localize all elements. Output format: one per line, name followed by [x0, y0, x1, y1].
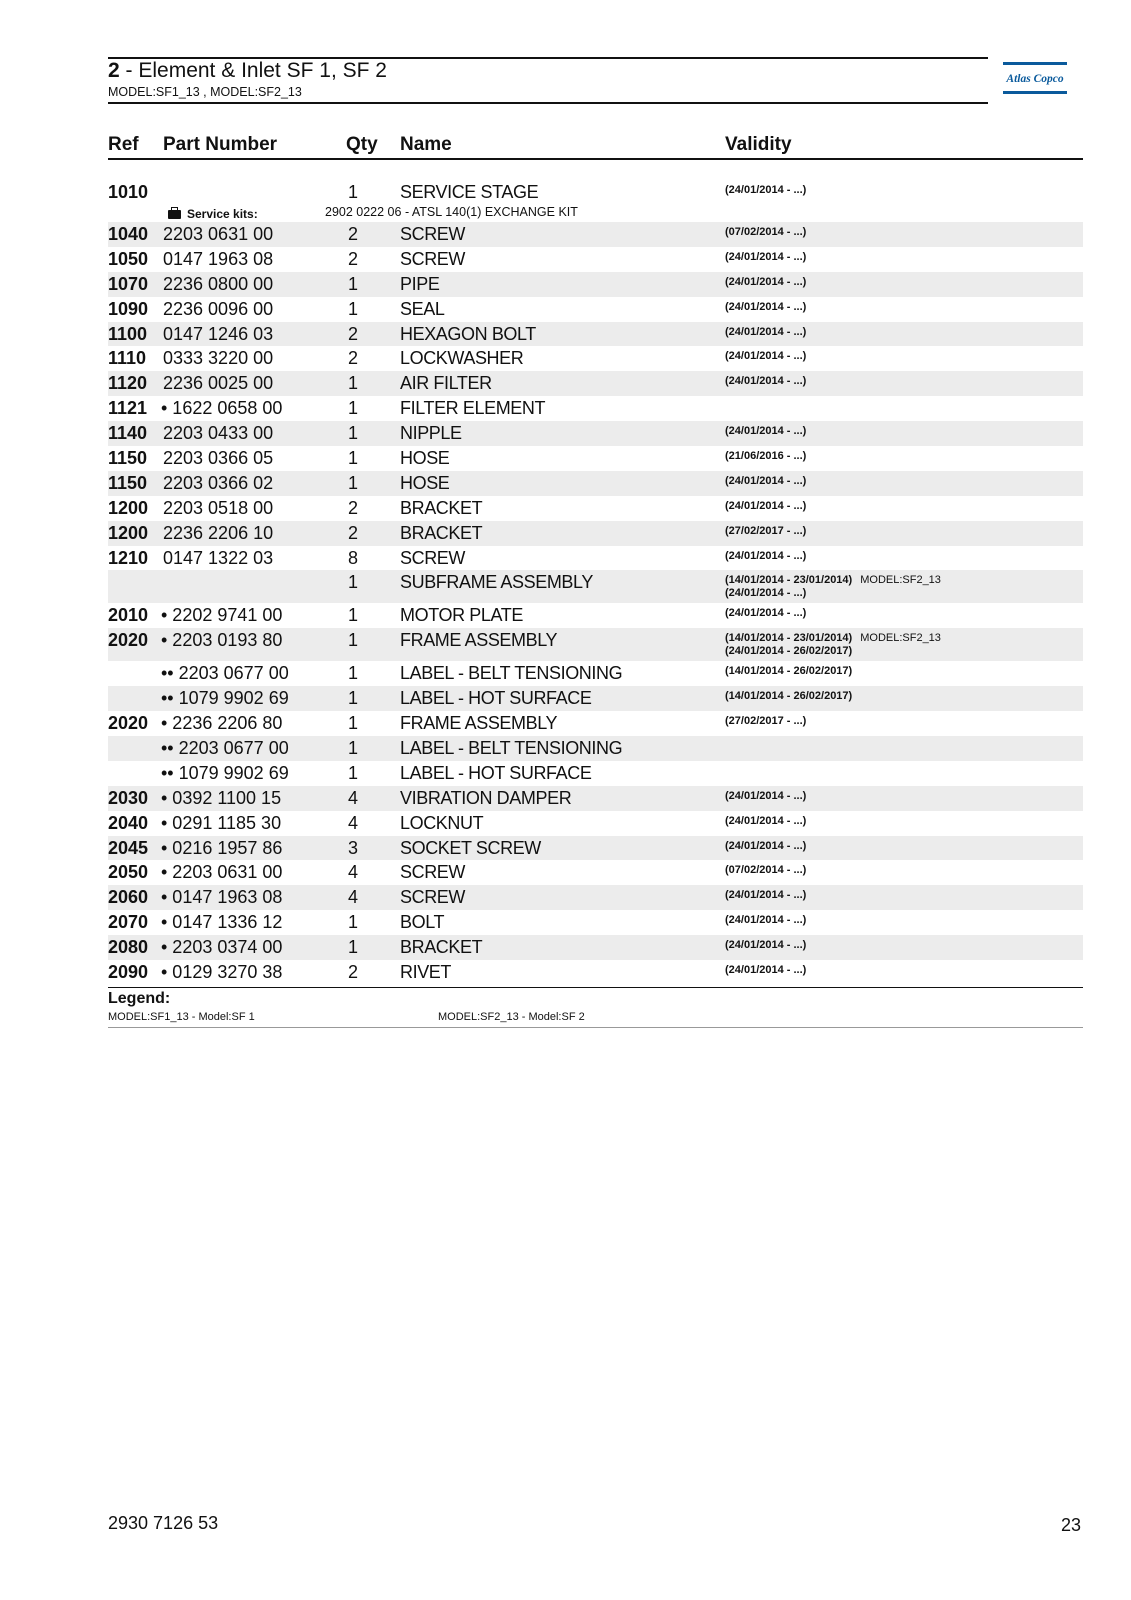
part-number-cell: • 0147 1336 12 — [161, 912, 283, 933]
name-cell: RIVET — [400, 962, 452, 983]
part-number-cell: 2236 2206 10 — [163, 522, 274, 543]
ref-cell: 1120 — [108, 373, 148, 394]
qty-cell: 1 — [348, 273, 359, 294]
part-number-cell: • 2203 0374 00 — [161, 937, 283, 958]
table-row — [108, 711, 1083, 736]
part-number-cell: • 2202 9741 00 — [161, 605, 283, 626]
table-row — [108, 222, 1083, 247]
validity-cell: (14/01/2014 - 26/02/2017) — [725, 690, 853, 703]
ref-cell: 1110 — [108, 348, 147, 369]
service-kit-label: Service kits: — [168, 207, 258, 221]
model-list: MODEL:SF1_13 , MODEL:SF2_13 — [108, 85, 302, 99]
qty-cell: 2 — [348, 224, 359, 244]
ref-cell: 1070 — [108, 273, 149, 294]
name-cell: BOLT — [400, 912, 445, 933]
validity-cell: (24/01/2014 - ...) — [725, 964, 807, 977]
qty-cell: 1 — [348, 298, 359, 319]
qty-cell: 4 — [348, 862, 359, 883]
name-cell: SEAL — [400, 298, 445, 319]
table-row — [108, 686, 1083, 711]
validity-cell: (24/01/2014 - ...) — [725, 300, 807, 313]
ref-cell: 2090 — [108, 962, 149, 983]
validity-cell: (24/01/2014 - ...) — [725, 474, 807, 487]
part-number-cell: • 2203 0193 80 — [161, 630, 283, 651]
table-row — [108, 910, 1083, 935]
table-row — [108, 346, 1083, 371]
table-row — [108, 371, 1083, 396]
qty-cell: 1 — [348, 762, 359, 783]
qty-cell: 2 — [348, 497, 359, 518]
ref-cell: 1010 — [108, 182, 149, 202]
toolbox-icon — [168, 210, 181, 219]
name-cell: PIPE — [400, 273, 440, 294]
table-row — [108, 396, 1083, 421]
legend-rule — [108, 987, 1083, 988]
validity-cell: (07/02/2014 - ...) — [725, 864, 807, 877]
name-cell: BRACKET — [400, 497, 483, 518]
name-cell: SERVICE STAGE — [400, 182, 539, 202]
validity-cell: (24/01/2014 - ...) — [725, 789, 807, 802]
ref-cell: 1210 — [108, 547, 149, 568]
legend-title: Legend: — [108, 990, 171, 1007]
part-number-cell: •• 2203 0677 00 — [161, 663, 289, 684]
ref-cell: 2050 — [108, 862, 149, 883]
table-row — [108, 471, 1083, 496]
logo-text: Atlas Copco — [1006, 73, 1064, 85]
table-row — [108, 811, 1083, 836]
qty-cell: 1 — [348, 398, 359, 419]
table-row — [108, 496, 1083, 521]
qty-cell: 1 — [348, 738, 359, 759]
page-number: 23 — [1060, 1515, 1081, 1535]
name-cell: VIBRATION DAMPER — [400, 787, 572, 808]
ref-cell: 1040 — [108, 224, 149, 244]
model-restriction: MODEL:SF2_13 — [860, 574, 941, 587]
part-number-cell: • 2236 2206 80 — [161, 713, 283, 734]
table-row — [108, 786, 1083, 811]
table-row — [108, 570, 1083, 603]
legend-sf2: MODEL:SF2_13 - Model:SF 2 — [438, 1011, 585, 1023]
name-cell: SUBFRAME ASSEMBLY — [400, 572, 593, 593]
ref-cell: 1050 — [108, 248, 149, 269]
name-cell: NIPPLE — [400, 423, 462, 444]
qty-cell: 1 — [348, 448, 359, 469]
ref-cell: 2040 — [108, 812, 149, 833]
name-cell: SCREW — [400, 862, 465, 883]
part-number-cell: 2236 0096 00 — [163, 298, 274, 319]
name-cell: LABEL - HOT SURFACE — [400, 762, 592, 783]
qty-cell: 4 — [348, 887, 359, 908]
qty-cell: 2 — [348, 248, 359, 269]
qty-cell: 8 — [348, 547, 359, 568]
part-number-cell: 2203 0366 02 — [163, 472, 274, 493]
atlas-copco-logo — [1003, 62, 1067, 95]
validity-cell: (24/01/2014 - ...) — [725, 889, 807, 902]
legend-rule-bottom — [108, 1027, 1083, 1028]
validity-cell: (27/02/2017 - ...) — [725, 524, 807, 537]
qty-cell: 1 — [348, 688, 359, 709]
name-cell: SCREW — [400, 248, 465, 269]
part-number-cell: 0147 1322 03 — [163, 547, 274, 568]
name-cell: SCREW — [400, 224, 465, 244]
qty-cell: 1 — [348, 182, 359, 202]
part-number-cell: • 0392 1100 15 — [161, 787, 282, 808]
col-ref-header: Ref — [108, 134, 139, 155]
part-number-cell: • 1622 0658 00 — [161, 398, 283, 419]
validity-cell: (24/01/2014 - ...) — [725, 607, 807, 620]
qty-cell: 2 — [348, 323, 359, 344]
qty-cell: 3 — [348, 837, 359, 858]
validity-cell: (24/01/2014 - ...) — [725, 184, 807, 196]
name-cell: LOCKWASHER — [400, 348, 524, 369]
table-row — [108, 761, 1083, 786]
table-row — [108, 960, 1083, 985]
name-cell: FRAME ASSEMBLY — [400, 713, 558, 734]
parts-table — [108, 180, 1083, 985]
col-part-number-header: Part Number — [163, 134, 278, 155]
part-number-cell: 2203 0631 00 — [163, 224, 274, 244]
validity-cell: (24/01/2014 - ...) — [725, 375, 807, 388]
part-number-cell: 2203 0366 05 — [163, 448, 274, 469]
table-row — [108, 322, 1083, 347]
part-number-cell: •• 1079 9902 69 — [161, 762, 289, 783]
table-row — [108, 247, 1083, 272]
qty-cell: 2 — [348, 348, 359, 369]
qty-cell: 1 — [348, 630, 359, 651]
validity-cell: (24/01/2014 - ...) — [725, 275, 807, 288]
ref-cell: 2020 — [108, 630, 149, 651]
qty-cell: 4 — [348, 812, 359, 833]
name-cell: LABEL - BELT TENSIONING — [400, 738, 623, 759]
ref-cell: 1150 — [108, 472, 148, 493]
section-number: 2 — [108, 59, 120, 82]
part-number-cell: • 0216 1957 86 — [161, 837, 283, 858]
part-number-cell: • 0129 3270 38 — [161, 962, 283, 983]
name-cell: AIR FILTER — [400, 373, 492, 394]
ref-cell: 1200 — [108, 497, 149, 518]
validity-cell: (24/01/2014 - ...) — [725, 499, 807, 512]
legend-sf1: MODEL:SF1_13 - Model:SF 1 — [108, 1011, 255, 1023]
table-row — [108, 421, 1083, 446]
qty-cell: 1 — [348, 713, 359, 734]
page-title — [108, 58, 387, 84]
part-number-cell: • 0147 1963 08 — [161, 887, 283, 908]
ref-cell: 1200 — [108, 522, 149, 543]
table-row — [108, 736, 1083, 761]
ref-cell: 1090 — [108, 298, 149, 319]
qty-cell: 1 — [348, 663, 359, 684]
qty-cell: 1 — [348, 472, 359, 493]
part-number-cell: • 0291 1185 30 — [161, 812, 282, 833]
validity-cell: (14/01/2014 - 23/01/2014) MODEL:SF2_13 — [725, 574, 941, 587]
qty-cell: 4 — [348, 787, 359, 808]
part-number-cell: 2203 0518 00 — [163, 497, 274, 518]
validity-cell: (24/01/2014 - ...) — [725, 939, 807, 952]
part-number-cell: 0147 1963 08 — [163, 248, 274, 269]
table-row — [108, 297, 1083, 322]
validity-cell: (27/02/2017 - ...) — [725, 715, 807, 728]
name-cell: BRACKET — [400, 522, 483, 543]
validity-cell: (24/01/2014 - ...) — [725, 425, 807, 438]
table-row — [108, 603, 1083, 628]
table-row — [108, 521, 1083, 546]
col-name-header: Name — [400, 134, 452, 155]
table-row — [108, 272, 1083, 297]
table-row — [108, 661, 1083, 686]
validity-cell: (14/01/2014 - 23/01/2014) MODEL:SF2_13 — [725, 632, 941, 645]
name-cell: LABEL - HOT SURFACE — [400, 688, 592, 709]
validity-cell: (24/01/2014 - ...) — [725, 814, 807, 827]
ref-cell: 2060 — [108, 887, 149, 908]
qty-cell: 1 — [348, 373, 359, 394]
validity-cell: (21/06/2016 - ...) — [725, 450, 807, 463]
table-row — [108, 836, 1083, 861]
part-number-cell: 2236 0800 00 — [163, 273, 274, 294]
name-cell: HEXAGON BOLT — [400, 323, 536, 344]
part-number-cell: 0147 1246 03 — [163, 323, 274, 344]
name-cell: HOSE — [400, 448, 450, 469]
qty-cell: 2 — [348, 522, 359, 543]
table-row — [108, 860, 1083, 885]
qty-cell: 1 — [348, 912, 359, 933]
name-cell: MOTOR PLATE — [400, 605, 523, 626]
ref-cell: 2045 — [108, 837, 149, 858]
service-kit-text[interactable]: 2902 0222 06 - ATSL 140(1) EXCHANGE KIT — [325, 205, 578, 219]
ref-cell: 2080 — [108, 937, 149, 958]
service-kit-row — [108, 205, 1083, 222]
table-row — [108, 885, 1083, 910]
table-row — [108, 180, 1083, 205]
name-cell: SCREW — [400, 887, 465, 908]
part-number-cell: 2236 0025 00 — [163, 373, 274, 394]
name-cell: FRAME ASSEMBLY — [400, 630, 558, 651]
qty-cell: 2 — [348, 962, 359, 983]
ref-cell: 1140 — [108, 423, 148, 444]
validity-cell: (24/01/2014 - ...) — [725, 350, 807, 363]
ref-cell: 2010 — [108, 605, 149, 626]
name-cell: SCREW — [400, 547, 465, 568]
ref-cell: 1150 — [108, 448, 148, 469]
validity-cell: (14/01/2014 - 26/02/2017) — [725, 665, 853, 678]
part-number-cell: • 2203 0631 00 — [161, 862, 283, 883]
validity-cell-secondary: (24/01/2014 - 26/02/2017) — [725, 645, 853, 658]
ref-cell: 2020 — [108, 713, 149, 734]
name-cell: HOSE — [400, 472, 450, 493]
validity-cell: (24/01/2014 - ...) — [725, 914, 807, 927]
table-row — [108, 546, 1083, 571]
name-cell: BRACKET — [400, 937, 483, 958]
table-row — [108, 935, 1083, 960]
name-cell: LOCKNUT — [400, 812, 484, 833]
qty-cell: 1 — [348, 423, 359, 444]
table-row — [108, 628, 1083, 661]
validity-cell: (24/01/2014 - ...) — [725, 549, 807, 562]
name-cell: SOCKET SCREW — [400, 837, 541, 858]
name-cell: LABEL - BELT TENSIONING — [400, 663, 623, 684]
part-number-cell: 2203 0433 00 — [163, 423, 274, 444]
model-restriction: MODEL:SF2_13 — [860, 632, 941, 645]
validity-cell-secondary: (24/01/2014 - ...) — [725, 587, 807, 600]
ref-cell: 1121 — [108, 398, 148, 419]
validity-cell: (24/01/2014 - ...) — [725, 839, 807, 852]
validity-cell: (24/01/2014 - ...) — [725, 325, 807, 338]
header-rule-bottom — [108, 102, 988, 104]
validity-cell: (07/02/2014 - ...) — [725, 226, 807, 238]
qty-cell: 1 — [348, 937, 359, 958]
col-qty-header: Qty — [346, 134, 378, 155]
part-number-cell: •• 2203 0677 00 — [161, 738, 289, 759]
part-number-cell: •• 1079 9902 69 — [161, 688, 289, 709]
col-validity-header: Validity — [725, 134, 792, 155]
qty-cell: 1 — [348, 605, 359, 626]
document-number: 2930 7126 53 — [108, 1513, 219, 1533]
validity-cell: (24/01/2014 - ...) — [725, 250, 807, 263]
name-cell: FILTER ELEMENT — [400, 398, 546, 419]
ref-cell: 1100 — [108, 323, 148, 344]
ref-cell: 2030 — [108, 787, 149, 808]
table-row — [108, 446, 1083, 471]
ref-cell: 2070 — [108, 912, 149, 933]
table-header — [108, 130, 1083, 160]
section-title: - Element & Inlet SF 1, SF 2 — [119, 59, 387, 82]
part-number-cell: 0333 3220 00 — [163, 348, 274, 369]
qty-cell: 1 — [348, 572, 359, 593]
